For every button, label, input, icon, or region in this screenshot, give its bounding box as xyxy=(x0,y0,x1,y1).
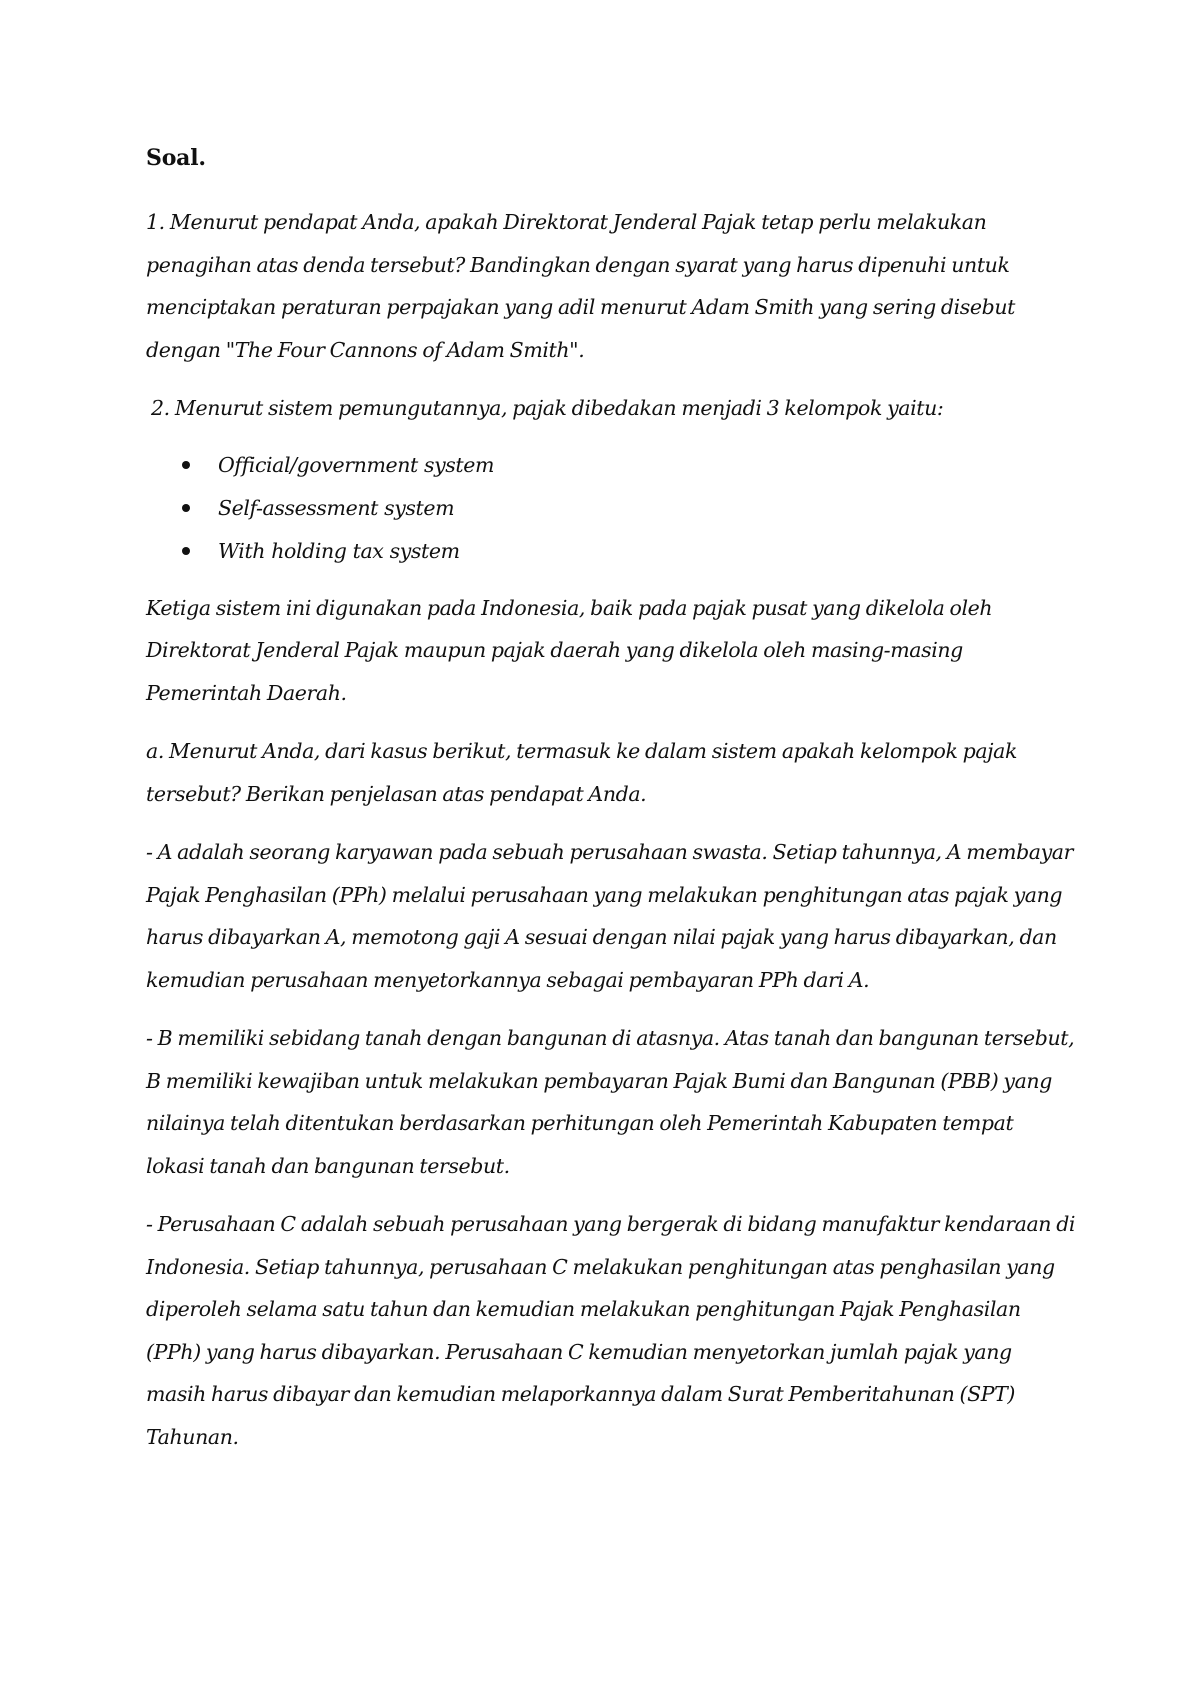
list-item-label: Official/government system xyxy=(218,452,494,477)
bullet-icon xyxy=(182,504,190,512)
list-item xyxy=(146,530,1076,573)
list-item-label: Self-assessment system xyxy=(218,495,455,520)
case-c: - Perusahaan C adalah sebuah perusahaan yang bergerak di bidang manufaktur kendaraan di Indonesia. Setiap tahunnya, perusahaan C melakukan penghitungan atas penghasilan yang diperoleh selama satu tahun dan kemudian melakukan penghitungan Pajak Penghasilan (PPh) yang harus dibayarkan. Perusahaan C kemudian menyetorkan jumlah pajak yang masih harus dibayar dan kemudian melaporkannya dalam Surat Pemberitahunan (SPT) Tahunan. xyxy=(146,1212,1076,1449)
list-item xyxy=(146,444,1076,487)
bullet-icon xyxy=(182,547,190,555)
question-2-intro: 2. Menurut sistem pemungutannya, pajak dibedakan menjadi 3 kelompok yaitu: xyxy=(151,396,944,420)
tax-system-list xyxy=(146,444,1076,573)
list-item xyxy=(146,487,1076,530)
question-1: 1. Menurut pendapat Anda, apakah Direktorat Jenderal Pajak tetap perlu melakukan penagihan atas denda tersebut? Bandingkan dengan syarat yang harus dipenuhi untuk menciptakan peraturan perpajakan yang adil menurut Adam Smith yang sering disebut dengan "The Four Cannons of Adam Smith". xyxy=(146,210,1015,362)
document-body xyxy=(146,143,1076,1474)
case-a: - A adalah seorang karyawan pada sebuah perusahaan swasta. Setiap tahunnya, A membayar Pajak Penghasilan (PPh) melalui perusahaan yang melakukan penghitungan atas pajak yang harus dibayarkan A, memotong gaji A sesuai dengan nilai pajak yang harus dibayarkan, dan kemudian perusahaan menyetorkannya sebagai pembayaran PPh dari A. xyxy=(146,840,1074,992)
document-title: Soal. xyxy=(146,145,206,171)
bullet-icon xyxy=(182,461,190,469)
list-item-label: With holding tax system xyxy=(218,538,460,563)
case-b: - B memiliki sebidang tanah dengan bangunan di atasnya. Atas tanah dan bangunan tersebut, B memiliki kewajiban untuk melakukan pembayaran Pajak Bumi dan Bangunan (PBB) yang nilainya telah ditentukan berdasarkan perhitungan oleh Pemerintah Kabupaten tempat lokasi tanah dan bangunan tersebut. xyxy=(146,1026,1075,1178)
systems-note: Ketiga sistem ini digunakan pada Indonesia, baik pada pajak pusat yang dikelola oleh Direktorat Jenderal Pajak maupun pajak daerah yang dikelola oleh masing-masing Pemerintah Daerah. xyxy=(146,595,993,705)
question-2a: a. Menurut Anda, dari kasus berikut, termasuk ke dalam sistem apakah kelompok pajak tersebut? Berikan penjelasan atas pendapat Anda. xyxy=(146,739,1017,806)
